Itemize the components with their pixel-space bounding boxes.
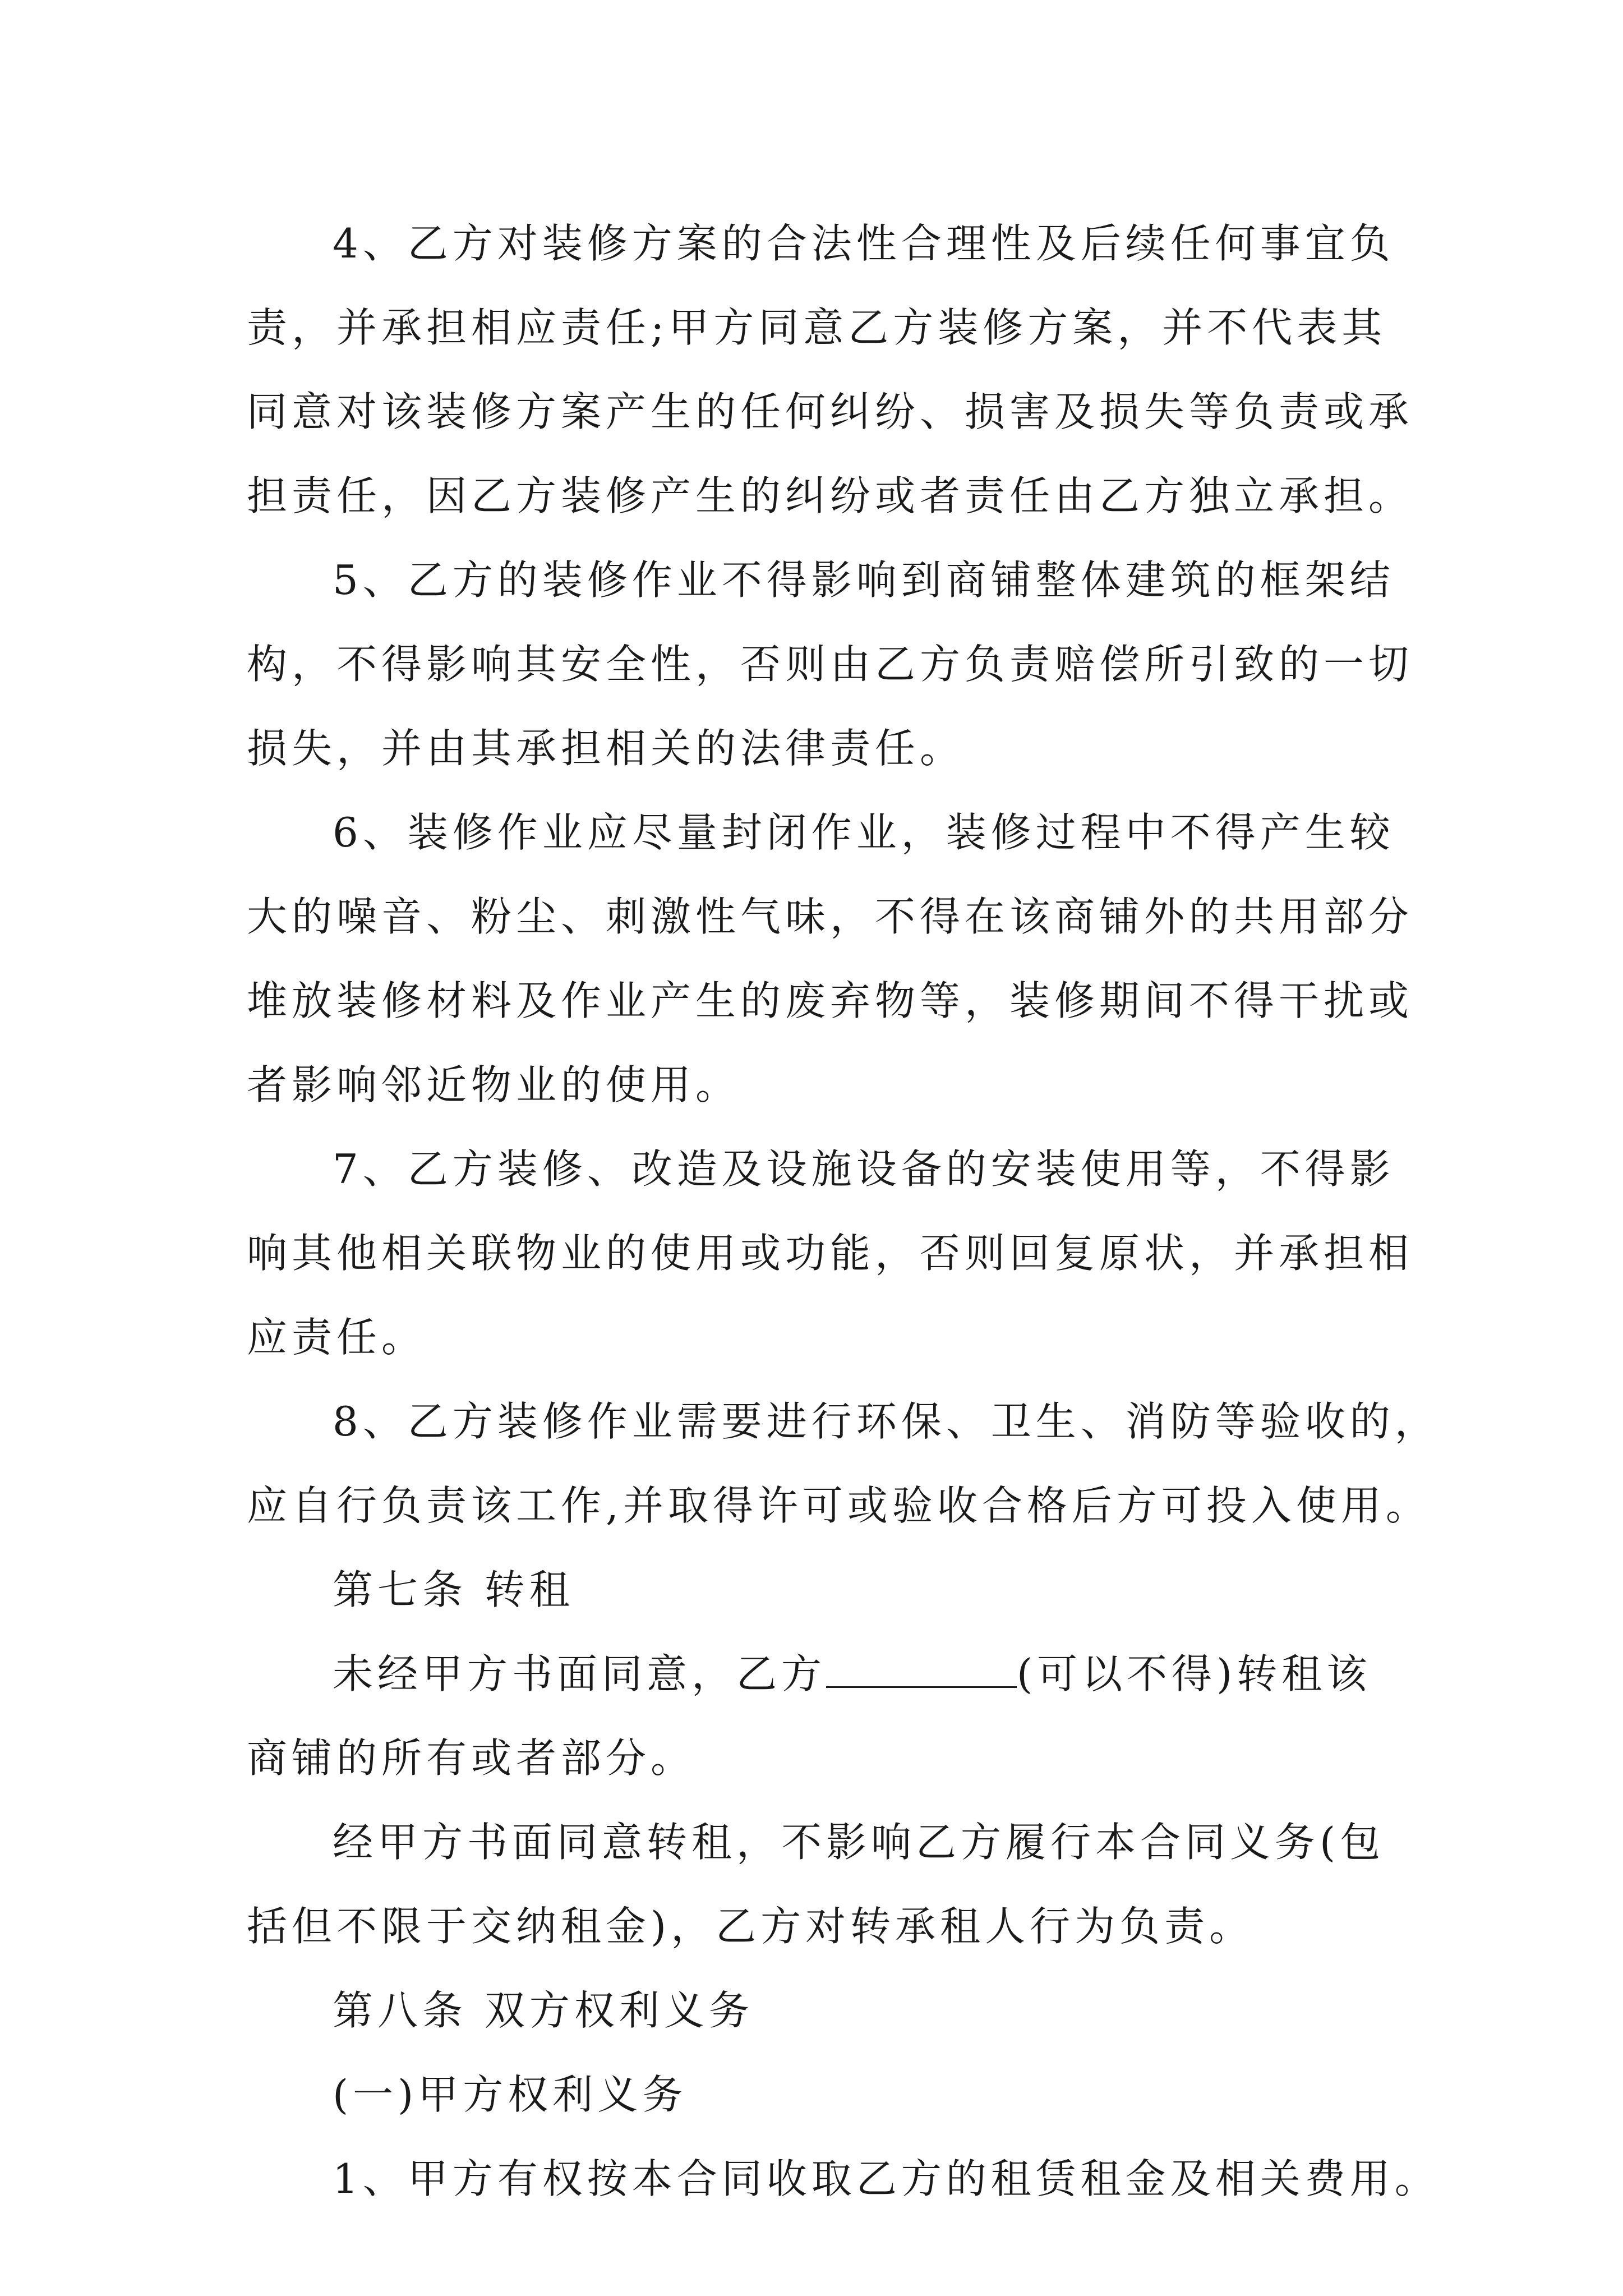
text-line: 7、乙方装修、改造及设施设备的安装使用等，不得影 xyxy=(333,1145,1395,1193)
text-line: 商铺的所有或者部分。 xyxy=(247,1734,696,1782)
text-line: 应自行负责该工作,并取得许可或验收合格后方可投入使用。 xyxy=(247,1482,1431,1529)
text-segment: (可以不得)转租该 xyxy=(1017,1650,1372,1697)
text-line: 6、装修作业应尽量封闭作业，装修过程中不得产生较 xyxy=(333,809,1395,856)
subsection-heading: (一)甲方权利义务 xyxy=(333,2071,688,2118)
fill-in-blank xyxy=(826,1647,1017,1688)
text-line: 大的噪音、粉尘、刺激性气味，不得在该商铺外的共用部分 xyxy=(247,893,1414,940)
text-segment: 未经甲方书面同意，乙方 xyxy=(333,1650,827,1697)
text-line: 括但不限于交纳租金)，乙方对转承租人行为负责。 xyxy=(247,1903,1255,1950)
text-line: 1、甲方有权按本合同收取乙方的租赁租金及相关费用。 xyxy=(333,2155,1440,2202)
text-line: 责，并承担相应责任;甲方同意乙方装修方案，并不代表其 xyxy=(247,304,1387,351)
text-line: 堆放装修材料及作业产生的废弃物等，装修期间不得干扰或 xyxy=(247,977,1414,1024)
text-line: 响其他相关联物业的使用或功能，否则回复原状，并承担相 xyxy=(247,1230,1414,1277)
text-line: 4、乙方对装修方案的合法性合理性及后续任何事宜负 xyxy=(333,220,1395,267)
section-heading: 第八条 双方权利义务 xyxy=(333,1987,754,2034)
text-line: 5、乙方的装修作业不得影响到商铺整体建筑的框架结 xyxy=(333,556,1395,604)
text-line: 经甲方书面同意转租，不影响乙方履行本合同义务(包 xyxy=(333,1819,1385,1866)
text-line: 应责任。 xyxy=(247,1314,427,1361)
section-heading: 第七条 转租 xyxy=(333,1566,574,1613)
text-line: 者影响邻近物业的使用。 xyxy=(247,1061,741,1108)
text-line: 构，不得影响其安全性，否则由乙方负责赔偿所引致的一切 xyxy=(247,641,1414,688)
text-line: 担责任，因乙方装修产生的纠纷或者责任由乙方独立承担。 xyxy=(247,472,1414,519)
text-line: 8、乙方装修作业需要进行环保、卫生、消防等验收的， xyxy=(333,1398,1440,1445)
text-line xyxy=(333,1646,1371,1702)
text-line: 同意对该装修方案产生的任何纠纷、损害及损失等负责或承 xyxy=(247,388,1414,435)
text-line: 损失，并由其承担相关的法律责任。 xyxy=(247,725,965,772)
